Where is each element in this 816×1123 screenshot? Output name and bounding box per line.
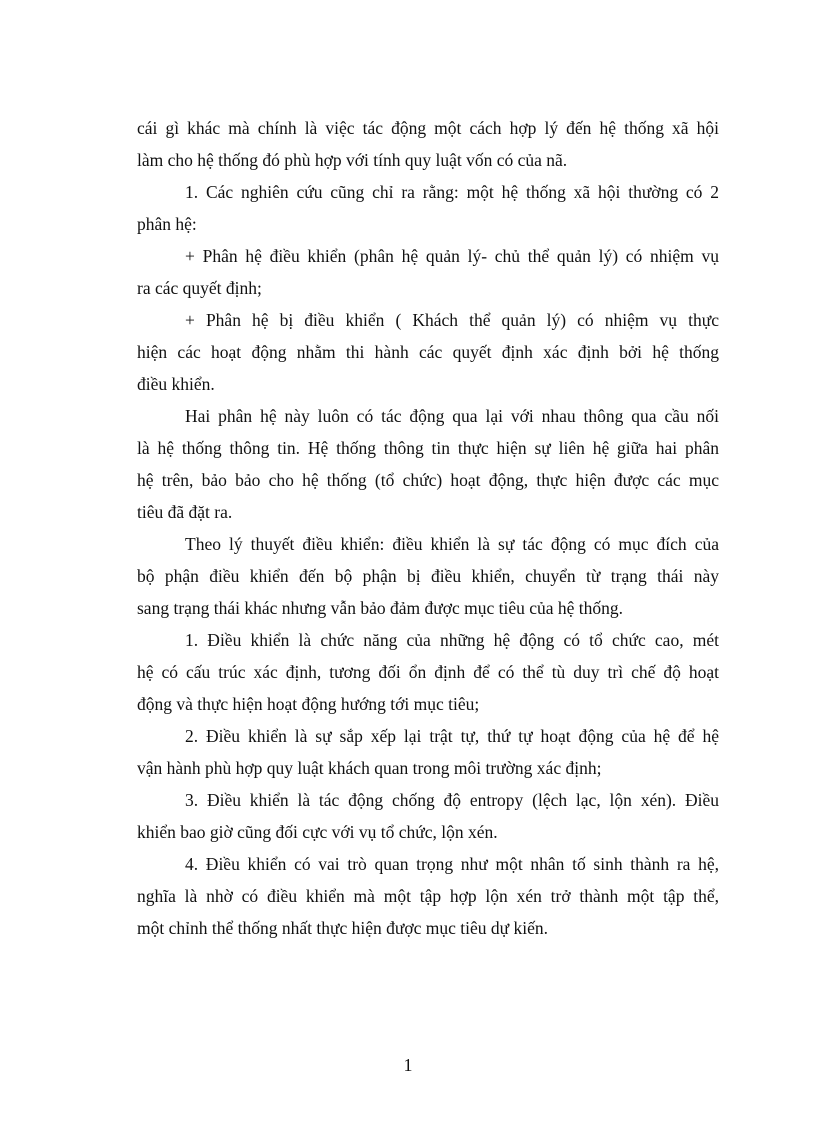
text-line: 4. Điều khiển có vai trò quan trọng như một nhân tố sinh thành ra hệ, <box>185 854 719 874</box>
text-line: khiển bao giờ cũng đối cực với vụ tổ chức, lộn xén. <box>137 822 498 842</box>
text-line: + Phân hệ điều khiển (phân hệ quản lý- chủ thể quản lý) có nhiệm vụ <box>185 246 719 266</box>
text-line: 2. Điều khiển là sự sắp xếp lại trật tự, thứ tự hoạt động của hệ để hệ <box>185 726 719 746</box>
text-line: vận hành phù hợp quy luật khách quan trong môi trường xác định; <box>137 758 602 778</box>
text-line: 1. Điều khiển là chức năng của những hệ động có tổ chức cao, mét <box>185 630 719 650</box>
text-line: điều khiển. <box>137 374 215 394</box>
text-line: Hai phân hệ này luôn có tác động qua lại với nhau thông qua cầu nối <box>185 406 719 426</box>
text-line: sang trạng thái khác nhưng vẫn bảo đảm được mục tiêu của hệ thống. <box>137 598 624 618</box>
text-line: 3. Điều khiển là tác động chống độ entropy (lệch lạc, lộn xén). Điều <box>185 790 719 810</box>
text-line: là hệ thống thông tin. Hệ thống thông tin thực hiện sự liên hệ giữa hai phân <box>137 438 719 458</box>
body-text <box>137 112 719 944</box>
text-line: phân hệ: <box>137 214 197 234</box>
text-line: làm cho hệ thống đó phù hợp với tính quy luật vốn có của nã. <box>137 150 568 170</box>
page-number: 1 <box>403 1055 413 1075</box>
text-line: Theo lý thuyết điều khiển: điều khiển là sự tác động có mục đích của <box>185 534 719 554</box>
text-line: + Phân hệ bị điều khiển ( Khách thể quản lý) có nhiệm vụ thực <box>185 310 719 330</box>
text-line: nghĩa là nhờ có điều khiển mà một tập hợp lộn xén trở thành một tập thể, <box>137 886 719 906</box>
text-line: ra các quyết định; <box>137 278 262 298</box>
text-line: cái gì khác mà chính là việc tác động một cách hợp lý đến hệ thống xã hội <box>137 118 719 138</box>
text-line: hệ trên, bảo bảo cho hệ thống (tổ chức) hoạt động, thực hiện được các mục <box>137 470 719 490</box>
text-line: một chỉnh thể thống nhất thực hiện được mục tiêu dự kiến. <box>137 918 548 938</box>
text-line: tiêu đã đặt ra. <box>137 502 233 522</box>
text-line: 1. Các nghiên cứu cũng chỉ ra rằng: một hệ thống xã hội thường có 2 <box>185 182 719 202</box>
text-line: bộ phận điều khiển đến bộ phận bị điều khiển, chuyển từ trạng thái này <box>137 566 719 586</box>
text-line: hiện các hoạt động nhằm thi hành các quyết định xác định bởi hệ thống <box>137 342 719 362</box>
text-line: hệ có cấu trúc xác định, tương đối ổn định để có thể tù duy trì chế độ hoạt <box>137 662 719 682</box>
text-line: động và thực hiện hoạt động hướng tới mục tiêu; <box>137 694 480 714</box>
